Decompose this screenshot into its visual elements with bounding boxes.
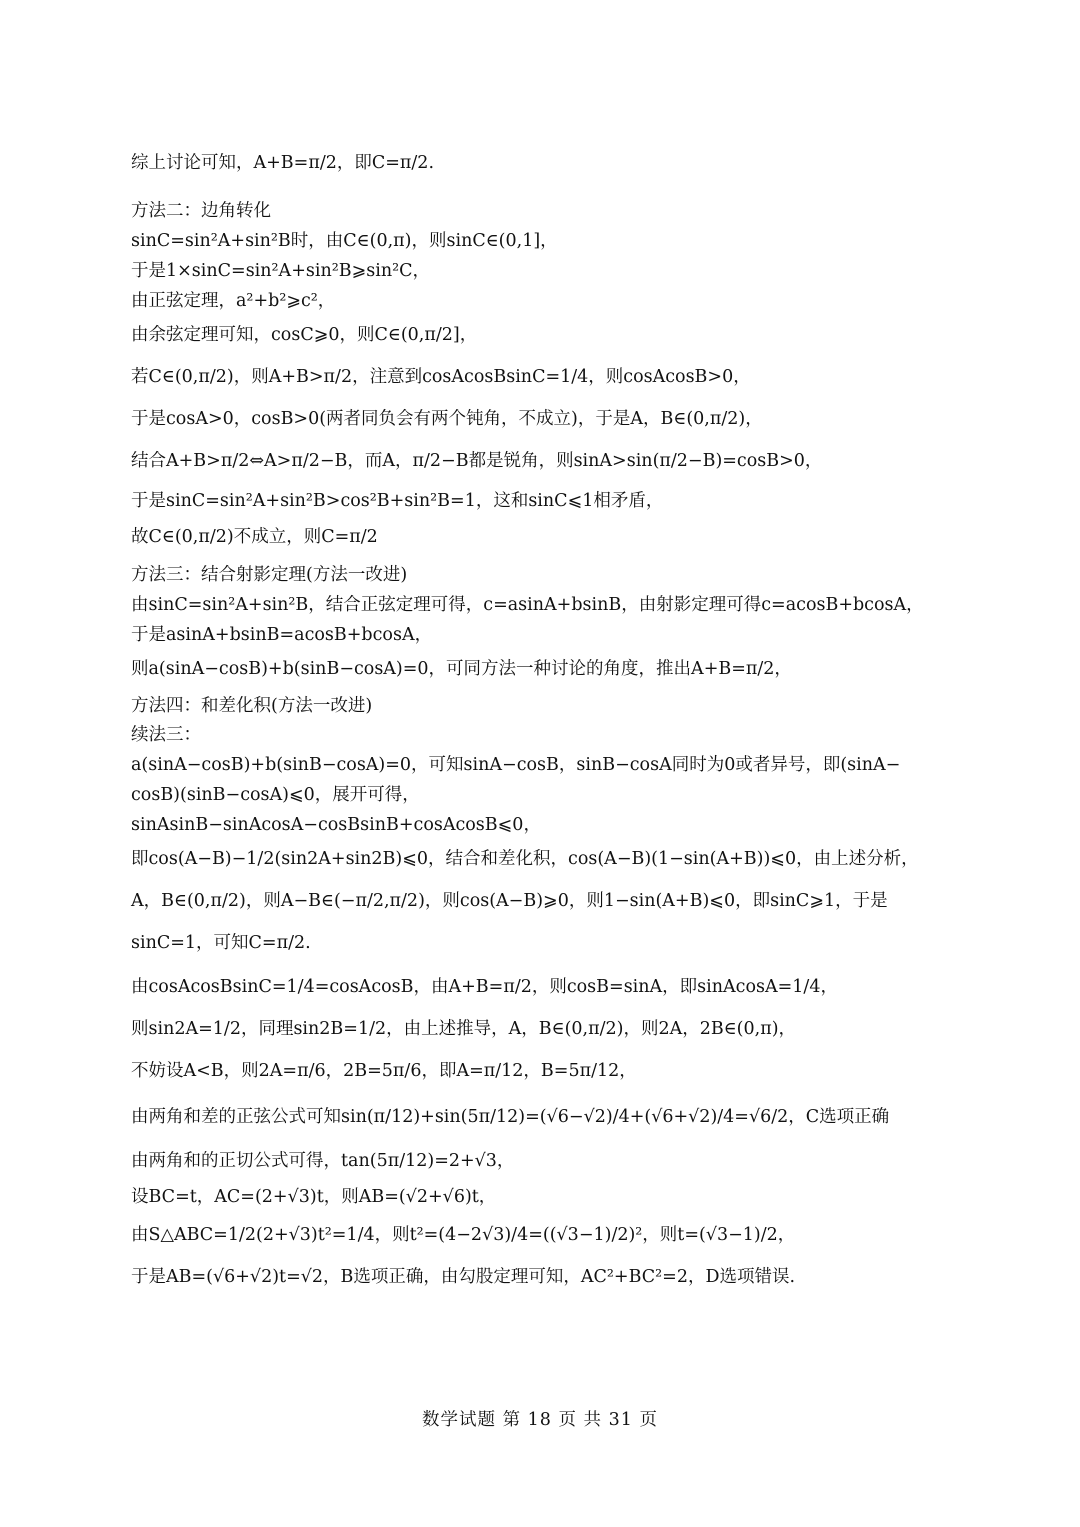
- text-line: 由余弦定理可知，cosC⩾0，则C∈(0,π/2]，: [131, 325, 478, 345]
- text-line: A，B∈(0,π/2)，则A−B∈(−π/2,π/2)，则cos(A−B)⩾0，则1−sin(A+B)⩽0，即sinC⩾1，于是: [131, 891, 888, 911]
- text-line: 由两角和差的正弦公式可知sin(π/12)+sin(5π/12)=(√6−√2)/4+(√6+√2)/4=√6/2，C选项正确: [131, 1107, 890, 1127]
- text-line: 由S△ABC=1/2(2+√3)t²=1/4，则t²=(4−2√3)/4=((√3−1)/2)²，则t=(√3−1)/2，: [131, 1225, 796, 1245]
- text-line: 则sin2A=1/2，同理sin2B=1/2，由上述推导，A，B∈(0,π/2)，则2A，2B∈(0,π)，: [131, 1019, 797, 1039]
- text-line: sinAsinB−sinAcosA−cosBsinB+cosAcosB⩽0，: [131, 815, 541, 835]
- text-line: 由sinC=sin²A+sin²B，结合正弦定理可得，c=asinA+bsinB，由射影定理可得c=acosB+bcosA，: [131, 595, 924, 615]
- text-line: sinC=1，可知C=π/2.: [131, 933, 311, 953]
- text-line: 方法二：边角转化: [131, 201, 271, 221]
- text-line: 若C∈(0,π/2)，则A+B>π/2，注意到cosAcosBsinC=1/4，则cosAcosB>0，: [131, 367, 751, 387]
- text-line: 于是asinA+bsinB=acosB+bcosA，: [131, 625, 433, 645]
- text-line: 于是1×sinC=sin²A+sin²B⩾sin²C，: [131, 261, 431, 281]
- text-line: 则a(sinA−cosB)+b(sinB−cosA)=0，可同方法一种讨论的角度，推出A+B=π/2，: [131, 659, 792, 679]
- text-line: 于是AB=(√6+√2)t=√2，B选项正确，由勾股定理可知，AC²+BC²=2，D选项错误.: [131, 1267, 796, 1287]
- text-line: 结合A+B>π/2⇔A>π/2−B，而A，π/2−B都是锐角，则sinA>sin(π/2−B)=cosB>0，: [131, 451, 823, 471]
- text-line: 方法三：结合射影定理(方法一改进): [131, 565, 408, 585]
- page-footer: 数学试题 第 18 页 共 31 页: [422, 1410, 658, 1430]
- text-line: 续法三：: [131, 725, 201, 745]
- text-line: 于是sinC=sin²A+sin²B>cos²B+sin²B=1，这和sinC⩽1相矛盾，: [131, 491, 664, 511]
- text-line: 由两角和的正切公式可得，tan(5π/12)=2+√3，: [131, 1151, 515, 1171]
- text-line: 于是cosA>0，cosB>0(两者同负会有两个钝角，不成立)，于是A，B∈(0,π/2)，: [131, 409, 763, 429]
- text-line: 不妨设A<B，则2A=π/6，2B=5π/6，即A=π/12，B=5π/12，: [131, 1061, 637, 1081]
- text-line: 即cos(A−B)−1/2(sin2A+sin2B)⩽0，结合和差化积，cos(A−B)(1−sin(A+B))⩽0，由上述分析，: [131, 849, 919, 869]
- text-line: 故C∈(0,π/2)不成立，则C=π/2: [131, 527, 378, 547]
- text-line: a(sinA−cosB)+b(sinB−cosA)=0，可知sinA−cosB，sinB−cosA同时为0或者异号，即(sinA−: [131, 755, 901, 775]
- text-line: cosB)(sinB−cosA)⩽0，展开可得，: [131, 785, 420, 805]
- text-line: 综上讨论可知，A+B=π/2，即C=π/2.: [131, 153, 435, 173]
- text-line: 由正弦定理，a²+b²⩾c²，: [131, 291, 336, 311]
- text-line: sinC=sin²A+sin²B时，由C∈(0,π)，则sinC∈(0,1]，: [131, 231, 558, 251]
- text-line: 设BC=t，AC=(2+√3)t，则AB=(√2+√6)t，: [131, 1187, 497, 1207]
- text-line: 由cosAcosBsinC=1/4=cosAcosB，由A+B=π/2，则cosB=sinA，即sinAcosA=1/4，: [131, 977, 838, 997]
- text-line: 方法四：和差化积(方法一改进): [131, 696, 373, 716]
